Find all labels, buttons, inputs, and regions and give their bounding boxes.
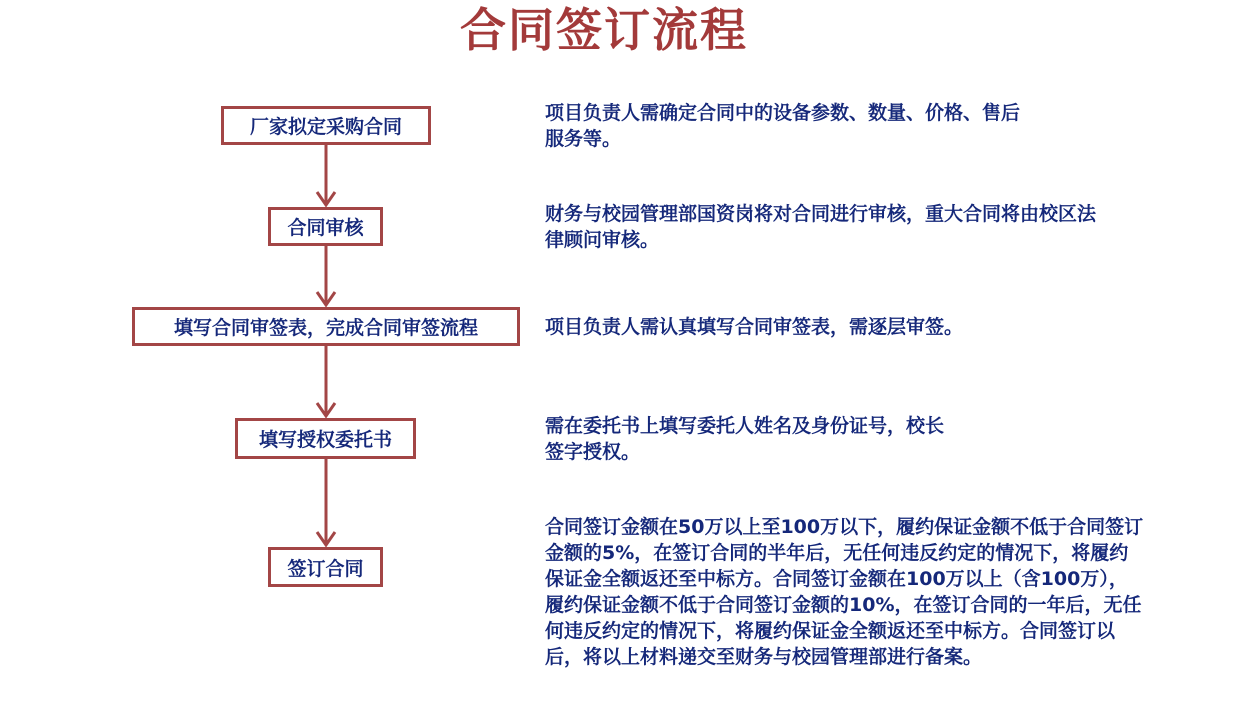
- step-label: 填写授权委托书: [258, 429, 392, 451]
- step-label: 填写合同审签表，完成合同审签流程: [173, 317, 478, 339]
- step-description-power-of-attorney: [545, 413, 944, 465]
- description-line: 后，将以上材料递交至财务与校园管理部进行备案。: [545, 646, 983, 668]
- step-description-contract-review: [545, 201, 1096, 253]
- description-line: 履约保证金额不低于合同签订金额的10%，在签订合同的一年后，无任: [545, 594, 1142, 616]
- step-label: 合同审核: [287, 217, 364, 239]
- description-line: 服务等。: [545, 128, 622, 150]
- arrow-head-3: [317, 403, 335, 416]
- description-line: 项目负责人需确定合同中的设备参数、数量、价格、售后: [545, 102, 1021, 124]
- description-line: 需在委托书上填写委托人姓名及身份证号，校长: [545, 415, 945, 437]
- step-description-draft-contract: [545, 100, 1020, 152]
- step-label: 签订合同: [287, 557, 364, 580]
- description-line: 金额的5%，在签订合同的半年后，无任何违反约定的情况下，将履约: [545, 542, 1129, 564]
- arrow-head-2: [317, 292, 335, 305]
- description-line: 律顾问审核。: [545, 229, 660, 251]
- step-label: 厂家拟定采购合同: [249, 116, 402, 138]
- step-box-draft-contract: [221, 106, 431, 145]
- description-line: 何违反约定的情况下，将履约保证金全额返还至中标方。合同签订以: [545, 620, 1116, 642]
- description-line: 签字授权。: [545, 441, 641, 463]
- page-title: 合同签订流程: [460, 3, 748, 57]
- step-box-approval-form: [132, 307, 520, 346]
- step-description-approval-form: [545, 314, 963, 340]
- description-line: 合同签订金额在50万以上至100万以下，履约保证金额不低于合同签订: [545, 516, 1144, 538]
- step-description-sign-contract: [545, 514, 1143, 670]
- description-line: 财务与校园管理部国资岗将对合同进行审核，重大合同将由校区法: [545, 203, 1097, 225]
- step-box-contract-review: [268, 207, 383, 246]
- arrow-head-1: [317, 192, 335, 205]
- arrow-head-4: [317, 532, 335, 545]
- step-box-sign-contract: [268, 547, 383, 587]
- description-line: 保证金全额返还至中标方。合同签订金额在100万以上（含100万），: [545, 568, 1128, 590]
- description-line: 项目负责人需认真填写合同审签表，需逐层审签。: [545, 316, 964, 338]
- step-box-power-of-attorney: [235, 418, 416, 459]
